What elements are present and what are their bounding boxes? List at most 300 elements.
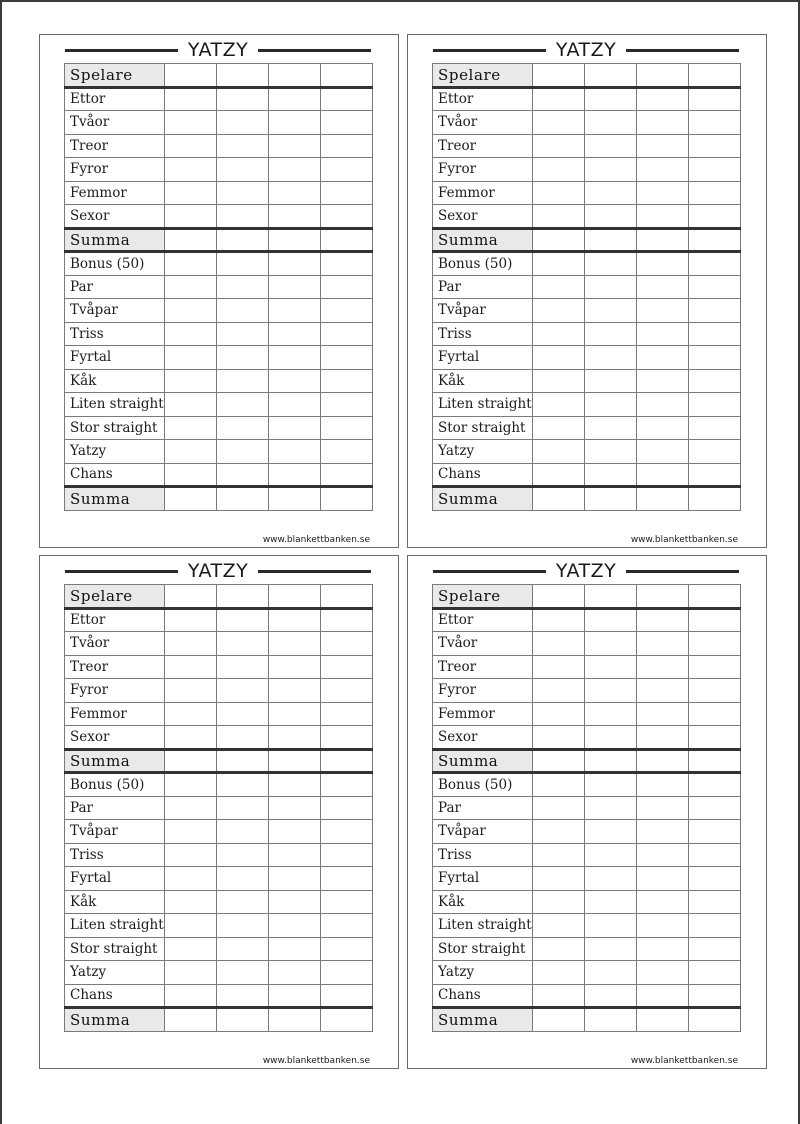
- score-cell[interactable]: [532, 679, 584, 703]
- score-cell[interactable]: [584, 796, 636, 820]
- score-cell[interactable]: [268, 632, 320, 656]
- score-cell[interactable]: [164, 346, 216, 370]
- score-cell[interactable]: [532, 228, 584, 252]
- score-cell[interactable]: [584, 749, 636, 773]
- score-cell[interactable]: [216, 252, 268, 276]
- score-cell[interactable]: [688, 867, 740, 891]
- score-cell[interactable]: [268, 205, 320, 229]
- score-cell[interactable]: [688, 416, 740, 440]
- player-name-cell[interactable]: [584, 585, 636, 609]
- score-cell[interactable]: [268, 487, 320, 511]
- score-cell[interactable]: [636, 205, 688, 229]
- score-cell[interactable]: [584, 228, 636, 252]
- score-cell[interactable]: [532, 773, 584, 797]
- score-cell[interactable]: [688, 369, 740, 393]
- score-cell[interactable]: [688, 984, 740, 1008]
- score-cell[interactable]: [164, 487, 216, 511]
- score-cell[interactable]: [216, 346, 268, 370]
- score-cell[interactable]: [532, 346, 584, 370]
- score-cell[interactable]: [532, 463, 584, 487]
- score-cell[interactable]: [164, 679, 216, 703]
- score-cell[interactable]: [320, 416, 372, 440]
- score-cell[interactable]: [532, 111, 584, 135]
- score-cell[interactable]: [320, 252, 372, 276]
- score-cell[interactable]: [584, 205, 636, 229]
- player-name-cell[interactable]: [216, 585, 268, 609]
- score-cell[interactable]: [532, 252, 584, 276]
- score-cell[interactable]: [688, 87, 740, 111]
- score-cell[interactable]: [688, 393, 740, 417]
- score-cell[interactable]: [636, 843, 688, 867]
- score-cell[interactable]: [636, 726, 688, 750]
- score-cell[interactable]: [636, 487, 688, 511]
- score-cell[interactable]: [688, 773, 740, 797]
- score-cell[interactable]: [532, 87, 584, 111]
- score-cell[interactable]: [688, 111, 740, 135]
- score-cell[interactable]: [532, 984, 584, 1008]
- score-cell[interactable]: [164, 1008, 216, 1032]
- score-cell[interactable]: [636, 608, 688, 632]
- score-cell[interactable]: [532, 655, 584, 679]
- score-cell[interactable]: [320, 655, 372, 679]
- score-cell[interactable]: [636, 867, 688, 891]
- score-cell[interactable]: [532, 158, 584, 182]
- score-cell[interactable]: [320, 1008, 372, 1032]
- score-cell[interactable]: [688, 608, 740, 632]
- score-cell[interactable]: [532, 181, 584, 205]
- score-cell[interactable]: [636, 299, 688, 323]
- score-cell[interactable]: [216, 134, 268, 158]
- score-cell[interactable]: [216, 749, 268, 773]
- score-cell[interactable]: [584, 111, 636, 135]
- score-cell[interactable]: [268, 87, 320, 111]
- score-cell[interactable]: [688, 252, 740, 276]
- score-cell[interactable]: [320, 369, 372, 393]
- score-cell[interactable]: [636, 937, 688, 961]
- score-cell[interactable]: [268, 181, 320, 205]
- score-cell[interactable]: [636, 134, 688, 158]
- score-cell[interactable]: [688, 796, 740, 820]
- score-cell[interactable]: [216, 228, 268, 252]
- score-cell[interactable]: [636, 346, 688, 370]
- score-cell[interactable]: [164, 867, 216, 891]
- score-cell[interactable]: [164, 393, 216, 417]
- score-cell[interactable]: [268, 252, 320, 276]
- score-cell[interactable]: [532, 608, 584, 632]
- score-cell[interactable]: [532, 961, 584, 985]
- score-cell[interactable]: [584, 463, 636, 487]
- score-cell[interactable]: [268, 111, 320, 135]
- score-cell[interactable]: [268, 914, 320, 938]
- score-cell[interactable]: [584, 702, 636, 726]
- score-cell[interactable]: [688, 463, 740, 487]
- score-cell[interactable]: [216, 487, 268, 511]
- score-cell[interactable]: [584, 322, 636, 346]
- score-cell[interactable]: [532, 393, 584, 417]
- score-cell[interactable]: [636, 369, 688, 393]
- score-cell[interactable]: [268, 134, 320, 158]
- score-cell[interactable]: [268, 726, 320, 750]
- score-cell[interactable]: [216, 299, 268, 323]
- score-cell[interactable]: [636, 890, 688, 914]
- score-cell[interactable]: [164, 158, 216, 182]
- score-cell[interactable]: [688, 322, 740, 346]
- score-cell[interactable]: [320, 984, 372, 1008]
- score-cell[interactable]: [164, 252, 216, 276]
- score-cell[interactable]: [532, 632, 584, 656]
- score-cell[interactable]: [584, 487, 636, 511]
- score-cell[interactable]: [532, 322, 584, 346]
- score-cell[interactable]: [636, 961, 688, 985]
- score-cell[interactable]: [216, 961, 268, 985]
- score-cell[interactable]: [216, 867, 268, 891]
- score-cell[interactable]: [688, 820, 740, 844]
- score-cell[interactable]: [584, 773, 636, 797]
- score-cell[interactable]: [320, 87, 372, 111]
- score-cell[interactable]: [164, 961, 216, 985]
- score-cell[interactable]: [532, 796, 584, 820]
- score-cell[interactable]: [320, 134, 372, 158]
- score-cell[interactable]: [268, 440, 320, 464]
- score-cell[interactable]: [216, 984, 268, 1008]
- score-cell[interactable]: [584, 608, 636, 632]
- score-cell[interactable]: [688, 914, 740, 938]
- score-cell[interactable]: [164, 702, 216, 726]
- score-cell[interactable]: [532, 867, 584, 891]
- score-cell[interactable]: [164, 205, 216, 229]
- score-cell[interactable]: [216, 726, 268, 750]
- score-cell[interactable]: [688, 487, 740, 511]
- score-cell[interactable]: [636, 655, 688, 679]
- score-cell[interactable]: [636, 111, 688, 135]
- score-cell[interactable]: [320, 608, 372, 632]
- score-cell[interactable]: [320, 749, 372, 773]
- score-cell[interactable]: [164, 914, 216, 938]
- score-cell[interactable]: [268, 937, 320, 961]
- score-cell[interactable]: [584, 890, 636, 914]
- player-name-cell[interactable]: [688, 64, 740, 88]
- score-cell[interactable]: [584, 416, 636, 440]
- score-cell[interactable]: [164, 275, 216, 299]
- score-cell[interactable]: [688, 843, 740, 867]
- score-cell[interactable]: [532, 749, 584, 773]
- score-cell[interactable]: [216, 820, 268, 844]
- score-cell[interactable]: [584, 1008, 636, 1032]
- score-cell[interactable]: [688, 726, 740, 750]
- score-cell[interactable]: [636, 275, 688, 299]
- score-cell[interactable]: [268, 961, 320, 985]
- score-cell[interactable]: [320, 937, 372, 961]
- score-cell[interactable]: [584, 275, 636, 299]
- score-cell[interactable]: [532, 820, 584, 844]
- score-cell[interactable]: [164, 843, 216, 867]
- score-cell[interactable]: [584, 632, 636, 656]
- score-cell[interactable]: [636, 440, 688, 464]
- score-cell[interactable]: [688, 275, 740, 299]
- score-cell[interactable]: [268, 608, 320, 632]
- score-cell[interactable]: [320, 228, 372, 252]
- score-cell[interactable]: [636, 749, 688, 773]
- score-cell[interactable]: [636, 820, 688, 844]
- score-cell[interactable]: [268, 1008, 320, 1032]
- score-cell[interactable]: [532, 702, 584, 726]
- score-cell[interactable]: [532, 487, 584, 511]
- score-cell[interactable]: [320, 914, 372, 938]
- score-cell[interactable]: [688, 632, 740, 656]
- score-cell[interactable]: [216, 158, 268, 182]
- score-cell[interactable]: [164, 134, 216, 158]
- score-cell[interactable]: [164, 369, 216, 393]
- score-cell[interactable]: [268, 796, 320, 820]
- score-cell[interactable]: [532, 843, 584, 867]
- score-cell[interactable]: [216, 914, 268, 938]
- score-cell[interactable]: [584, 346, 636, 370]
- score-cell[interactable]: [216, 416, 268, 440]
- score-cell[interactable]: [216, 111, 268, 135]
- score-cell[interactable]: [320, 702, 372, 726]
- player-name-cell[interactable]: [164, 64, 216, 88]
- score-cell[interactable]: [532, 134, 584, 158]
- score-cell[interactable]: [216, 1008, 268, 1032]
- player-name-cell[interactable]: [216, 64, 268, 88]
- score-cell[interactable]: [584, 843, 636, 867]
- score-cell[interactable]: [688, 181, 740, 205]
- score-cell[interactable]: [320, 867, 372, 891]
- score-cell[interactable]: [164, 632, 216, 656]
- score-cell[interactable]: [164, 463, 216, 487]
- score-cell[interactable]: [216, 702, 268, 726]
- score-cell[interactable]: [584, 440, 636, 464]
- score-cell[interactable]: [688, 205, 740, 229]
- score-cell[interactable]: [688, 679, 740, 703]
- score-cell[interactable]: [164, 937, 216, 961]
- score-cell[interactable]: [268, 655, 320, 679]
- score-cell[interactable]: [688, 702, 740, 726]
- score-cell[interactable]: [268, 890, 320, 914]
- player-name-cell[interactable]: [688, 585, 740, 609]
- score-cell[interactable]: [164, 181, 216, 205]
- score-cell[interactable]: [216, 773, 268, 797]
- score-cell[interactable]: [320, 346, 372, 370]
- score-cell[interactable]: [268, 867, 320, 891]
- score-cell[interactable]: [216, 679, 268, 703]
- score-cell[interactable]: [320, 679, 372, 703]
- score-cell[interactable]: [164, 440, 216, 464]
- player-name-cell[interactable]: [268, 64, 320, 88]
- score-cell[interactable]: [584, 655, 636, 679]
- score-cell[interactable]: [636, 393, 688, 417]
- score-cell[interactable]: [584, 820, 636, 844]
- score-cell[interactable]: [688, 134, 740, 158]
- score-cell[interactable]: [216, 440, 268, 464]
- score-cell[interactable]: [584, 252, 636, 276]
- score-cell[interactable]: [320, 463, 372, 487]
- score-cell[interactable]: [268, 369, 320, 393]
- score-cell[interactable]: [636, 463, 688, 487]
- score-cell[interactable]: [164, 111, 216, 135]
- score-cell[interactable]: [164, 820, 216, 844]
- score-cell[interactable]: [320, 322, 372, 346]
- score-cell[interactable]: [636, 87, 688, 111]
- score-cell[interactable]: [636, 679, 688, 703]
- score-cell[interactable]: [636, 416, 688, 440]
- score-cell[interactable]: [584, 393, 636, 417]
- score-cell[interactable]: [532, 937, 584, 961]
- player-name-cell[interactable]: [636, 64, 688, 88]
- score-cell[interactable]: [688, 346, 740, 370]
- score-cell[interactable]: [584, 299, 636, 323]
- score-cell[interactable]: [164, 726, 216, 750]
- score-cell[interactable]: [636, 914, 688, 938]
- score-cell[interactable]: [216, 322, 268, 346]
- score-cell[interactable]: [268, 749, 320, 773]
- score-cell[interactable]: [532, 914, 584, 938]
- score-cell[interactable]: [320, 773, 372, 797]
- score-cell[interactable]: [320, 796, 372, 820]
- score-cell[interactable]: [636, 773, 688, 797]
- score-cell[interactable]: [268, 158, 320, 182]
- score-cell[interactable]: [320, 299, 372, 323]
- player-name-cell[interactable]: [164, 585, 216, 609]
- score-cell[interactable]: [532, 440, 584, 464]
- score-cell[interactable]: [584, 134, 636, 158]
- score-cell[interactable]: [268, 463, 320, 487]
- score-cell[interactable]: [584, 679, 636, 703]
- score-cell[interactable]: [216, 87, 268, 111]
- score-cell[interactable]: [584, 961, 636, 985]
- score-cell[interactable]: [320, 632, 372, 656]
- score-cell[interactable]: [688, 937, 740, 961]
- score-cell[interactable]: [164, 228, 216, 252]
- score-cell[interactable]: [636, 158, 688, 182]
- score-cell[interactable]: [216, 655, 268, 679]
- score-cell[interactable]: [688, 961, 740, 985]
- score-cell[interactable]: [320, 440, 372, 464]
- score-cell[interactable]: [268, 843, 320, 867]
- score-cell[interactable]: [584, 914, 636, 938]
- score-cell[interactable]: [268, 393, 320, 417]
- score-cell[interactable]: [636, 796, 688, 820]
- score-cell[interactable]: [216, 937, 268, 961]
- score-cell[interactable]: [688, 890, 740, 914]
- score-cell[interactable]: [584, 369, 636, 393]
- score-cell[interactable]: [320, 890, 372, 914]
- score-cell[interactable]: [268, 702, 320, 726]
- score-cell[interactable]: [584, 726, 636, 750]
- score-cell[interactable]: [636, 252, 688, 276]
- score-cell[interactable]: [320, 393, 372, 417]
- score-cell[interactable]: [532, 726, 584, 750]
- score-cell[interactable]: [216, 369, 268, 393]
- score-cell[interactable]: [636, 1008, 688, 1032]
- player-name-cell[interactable]: [584, 64, 636, 88]
- score-cell[interactable]: [320, 961, 372, 985]
- score-cell[interactable]: [584, 867, 636, 891]
- score-cell[interactable]: [584, 984, 636, 1008]
- score-cell[interactable]: [268, 984, 320, 1008]
- score-cell[interactable]: [688, 440, 740, 464]
- score-cell[interactable]: [268, 275, 320, 299]
- score-cell[interactable]: [268, 228, 320, 252]
- score-cell[interactable]: [320, 181, 372, 205]
- score-cell[interactable]: [164, 749, 216, 773]
- player-name-cell[interactable]: [320, 64, 372, 88]
- score-cell[interactable]: [216, 275, 268, 299]
- score-cell[interactable]: [320, 843, 372, 867]
- score-cell[interactable]: [320, 726, 372, 750]
- score-cell[interactable]: [688, 299, 740, 323]
- player-name-cell[interactable]: [532, 585, 584, 609]
- score-cell[interactable]: [164, 984, 216, 1008]
- score-cell[interactable]: [636, 322, 688, 346]
- score-cell[interactable]: [216, 843, 268, 867]
- player-name-cell[interactable]: [636, 585, 688, 609]
- score-cell[interactable]: [636, 702, 688, 726]
- score-cell[interactable]: [636, 632, 688, 656]
- score-cell[interactable]: [216, 796, 268, 820]
- score-cell[interactable]: [320, 205, 372, 229]
- player-name-cell[interactable]: [532, 64, 584, 88]
- score-cell[interactable]: [164, 416, 216, 440]
- score-cell[interactable]: [320, 275, 372, 299]
- score-cell[interactable]: [164, 87, 216, 111]
- score-cell[interactable]: [320, 158, 372, 182]
- score-cell[interactable]: [164, 796, 216, 820]
- score-cell[interactable]: [216, 205, 268, 229]
- score-cell[interactable]: [164, 299, 216, 323]
- score-cell[interactable]: [688, 158, 740, 182]
- score-cell[interactable]: [584, 158, 636, 182]
- score-cell[interactable]: [688, 228, 740, 252]
- score-cell[interactable]: [268, 322, 320, 346]
- score-cell[interactable]: [268, 416, 320, 440]
- score-cell[interactable]: [688, 1008, 740, 1032]
- score-cell[interactable]: [532, 416, 584, 440]
- score-cell[interactable]: [320, 487, 372, 511]
- score-cell[interactable]: [268, 820, 320, 844]
- score-cell[interactable]: [216, 463, 268, 487]
- score-cell[interactable]: [532, 890, 584, 914]
- score-cell[interactable]: [164, 655, 216, 679]
- score-cell[interactable]: [216, 393, 268, 417]
- score-cell[interactable]: [636, 228, 688, 252]
- score-cell[interactable]: [216, 890, 268, 914]
- score-cell[interactable]: [216, 608, 268, 632]
- score-cell[interactable]: [320, 820, 372, 844]
- score-cell[interactable]: [532, 205, 584, 229]
- score-cell[interactable]: [164, 773, 216, 797]
- score-cell[interactable]: [636, 181, 688, 205]
- score-cell[interactable]: [268, 679, 320, 703]
- score-cell[interactable]: [532, 1008, 584, 1032]
- score-cell[interactable]: [532, 299, 584, 323]
- score-cell[interactable]: [320, 111, 372, 135]
- score-cell[interactable]: [164, 890, 216, 914]
- score-cell[interactable]: [532, 275, 584, 299]
- score-cell[interactable]: [584, 181, 636, 205]
- player-name-cell[interactable]: [320, 585, 372, 609]
- score-cell[interactable]: [268, 346, 320, 370]
- score-cell[interactable]: [164, 608, 216, 632]
- score-cell[interactable]: [268, 299, 320, 323]
- score-cell[interactable]: [688, 749, 740, 773]
- player-name-cell[interactable]: [268, 585, 320, 609]
- score-cell[interactable]: [636, 984, 688, 1008]
- score-cell[interactable]: [688, 655, 740, 679]
- score-cell[interactable]: [532, 369, 584, 393]
- score-cell[interactable]: [164, 322, 216, 346]
- score-cell[interactable]: [216, 632, 268, 656]
